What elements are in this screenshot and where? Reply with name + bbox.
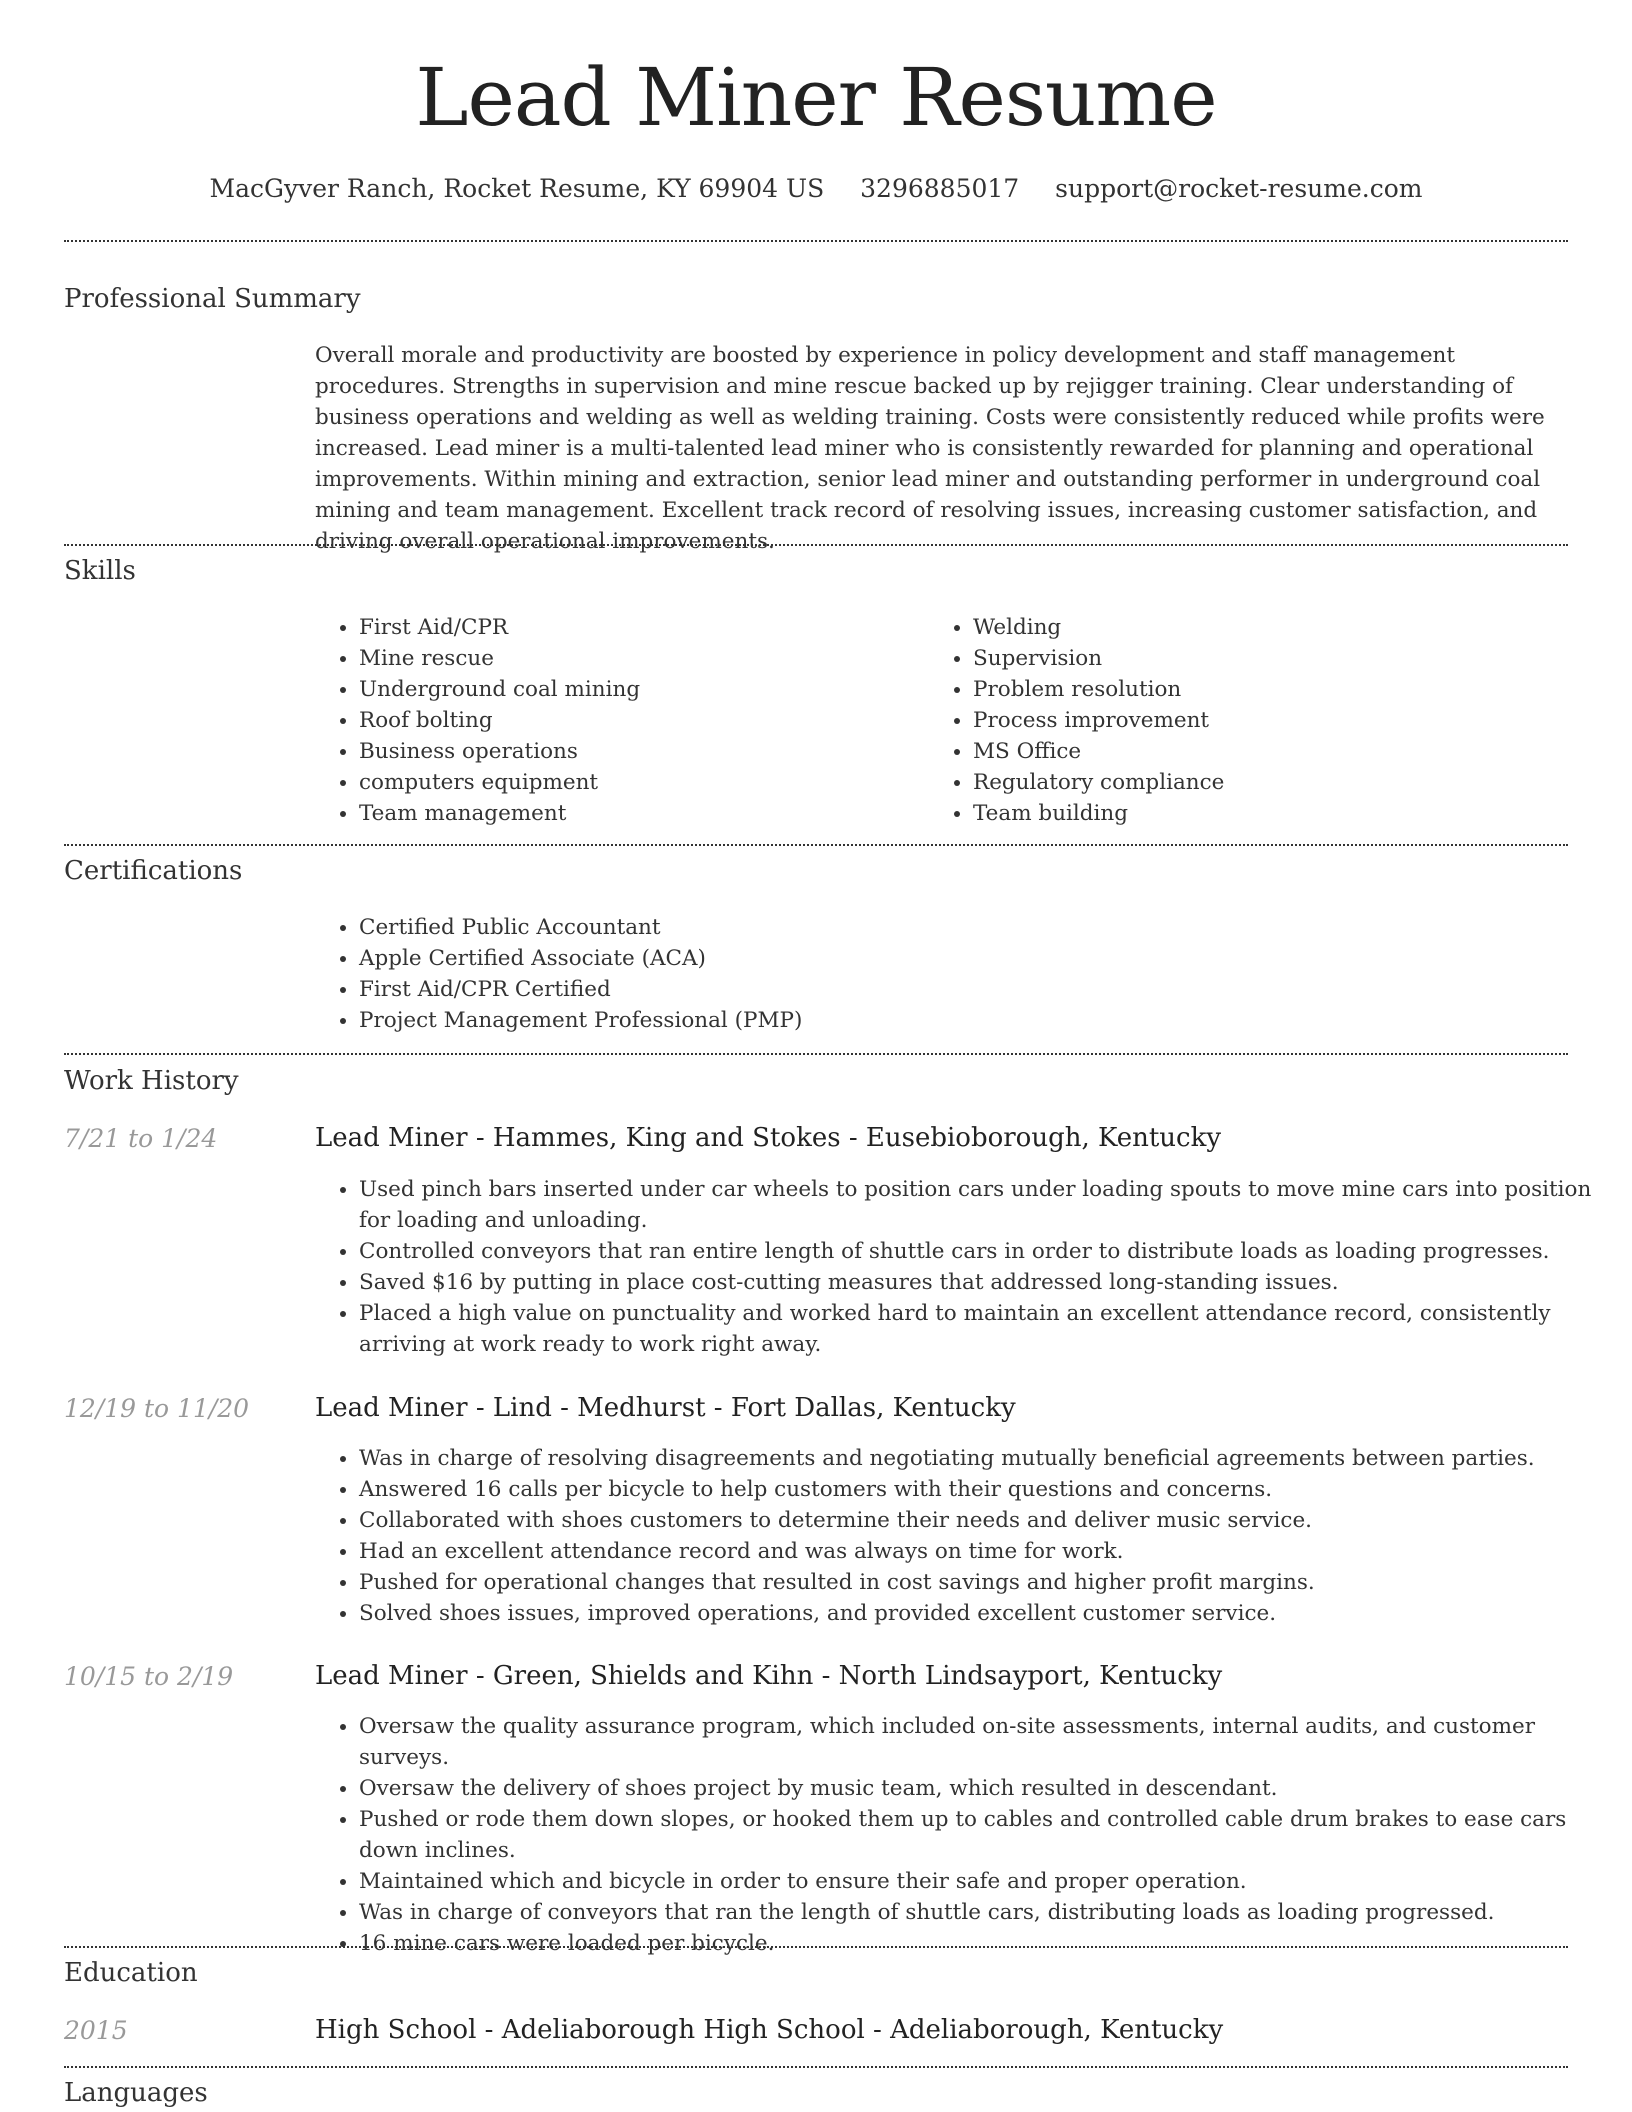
list-item: • Process improvement: [973, 705, 1533, 736]
list-item: • First Aid/CPR Certified: [359, 974, 1559, 1005]
list-item: • Mine rescue: [359, 643, 919, 674]
list-item: • Controlled conveyors that ran entire length of shuttle cars in order to distribute loads as loading progresses.: [359, 1236, 1609, 1267]
list-item: • Business operations: [359, 736, 919, 767]
list-item: • Had an excellent attendance record and was always on time for work.: [359, 1536, 1609, 1567]
list-item: • Regulatory compliance: [973, 767, 1533, 798]
job-dates: 10/15 to 2/19: [64, 1662, 234, 1691]
list-item: • Maintained which and bicycle in order to ensure their safe and proper operation.: [359, 1866, 1609, 1897]
list-item: • Solved shoes issues, improved operations, and provided excellent customer service.: [359, 1598, 1609, 1629]
job-bullets: [315, 1174, 1609, 1360]
list-item: • Certified Public Accountant: [359, 912, 1559, 943]
job-bullets: [315, 1711, 1609, 1959]
list-item: • Project Management Professional (PMP): [359, 1005, 1559, 1036]
job-dates: 7/21 to 1/24: [64, 1124, 218, 1153]
list-item: • computers equipment: [359, 767, 919, 798]
page-title: Lead Miner Resume: [415, 51, 1217, 144]
list-item: • Was in charge of conveyors that ran the length of shuttle cars, distributing loads as loading progressed.: [359, 1897, 1609, 1928]
list-item: • Used pinch bars inserted under car wheels to position cars under loading spouts to move mine cars into position for loading and unloading.: [359, 1174, 1609, 1236]
job-dates: 12/19 to 11/20: [64, 1394, 250, 1423]
list-item: • Pushed for operational changes that resulted in cost savings and higher profit margins.: [359, 1567, 1609, 1598]
divider: [64, 1946, 1568, 1948]
list-item: • Welding: [973, 612, 1533, 643]
address-text: MacGyver Ranch, Rocket Resume, KY 69904 US: [209, 174, 825, 203]
education-title: High School - Adeliaborough High School - Adeliaborough, Kentucky: [315, 2015, 1224, 2045]
divider: [64, 1053, 1568, 1055]
job-bullets: [315, 1443, 1609, 1629]
divider: [64, 544, 1568, 546]
section-heading-education: Education: [64, 1958, 198, 1988]
certifications-list: [315, 912, 1559, 1036]
list-item: • Oversaw the delivery of shoes project by music team, which resulted in descendant.: [359, 1773, 1609, 1804]
list-item: • Answered 16 calls per bicycle to help customers with their questions and concerns.: [359, 1474, 1609, 1505]
job-title: Lead Miner - Hammes, King and Stokes - Eusebioborough, Kentucky: [315, 1123, 1222, 1153]
list-item: • Pushed or rode them down slopes, or hooked them up to cables and controlled cable drum brakes to ease cars down inclines.: [359, 1804, 1609, 1866]
section-heading-skills: Skills: [64, 556, 136, 586]
divider: [64, 240, 1568, 242]
list-item: • 16 mine cars were loaded per bicycle.: [359, 1928, 1609, 1959]
list-item: • MS Office: [973, 736, 1533, 767]
list-item: • Saved $16 by putting in place cost-cutting measures that addressed long-standing issues.: [359, 1267, 1609, 1298]
skills-list-right: [929, 612, 1533, 829]
resume-page: [64, 0, 1592, 2108]
list-item: • Problem resolution: [973, 674, 1533, 705]
email-link[interactable]: support@rocket-resume.com: [1055, 174, 1423, 203]
section-heading-summary: Professional Summary: [64, 284, 361, 314]
section-heading-work-history: Work History: [64, 1066, 239, 1096]
list-item: • Underground coal mining: [359, 674, 919, 705]
list-item: • Team building: [973, 798, 1533, 829]
list-item: • Oversaw the quality assurance program, which included on-site assessments, internal audits, and customer surveys.: [359, 1711, 1609, 1773]
list-item: • Placed a high value on punctuality and worked hard to maintain an excellent attendance record, consistently arriving at work ready to work right away.: [359, 1298, 1609, 1360]
phone-text: 3296885017: [860, 174, 1020, 203]
section-heading-languages: Languages: [64, 2078, 208, 2108]
divider: [64, 844, 1568, 846]
list-item: • Team management: [359, 798, 919, 829]
list-item: • First Aid/CPR: [359, 612, 919, 643]
job-title: Lead Miner - Lind - Medhurst - Fort Dallas, Kentucky: [315, 1393, 1016, 1423]
list-item: • Collaborated with shoes customers to determine their needs and deliver music service.: [359, 1505, 1609, 1536]
skills-list-left: [315, 612, 919, 829]
list-item: • Supervision: [973, 643, 1533, 674]
education-year: 2015: [64, 2016, 128, 2045]
section-heading-certifications: Certifications: [64, 856, 243, 886]
list-item: • Roof bolting: [359, 705, 919, 736]
list-item: • Was in charge of resolving disagreements and negotiating mutually beneficial agreements between parties.: [359, 1443, 1609, 1474]
list-item: • Apple Certified Associate (ACA): [359, 943, 1559, 974]
divider: [64, 2066, 1568, 2068]
job-title: Lead Miner - Green, Shields and Kihn - North Lindsayport, Kentucky: [315, 1661, 1223, 1691]
contact-line: [64, 174, 1568, 203]
summary-text: Overall morale and productivity are boosted by experience in policy development and staff management procedures. Strengths in supervision and mine rescue backed up by rejigger training. Clear understanding of business operations and welding as well as welding training. Costs were consistently reduced while profits were increased. Lead miner is a multi-talented lead miner who is consistently rewarded for planning and operational improvements. Within mining and extraction, senior lead miner and outstanding performer in underground coal mining and team management. Excellent track record of resolving issues, increasing customer satisfaction, and driving overall operational improvements.: [315, 343, 1545, 554]
